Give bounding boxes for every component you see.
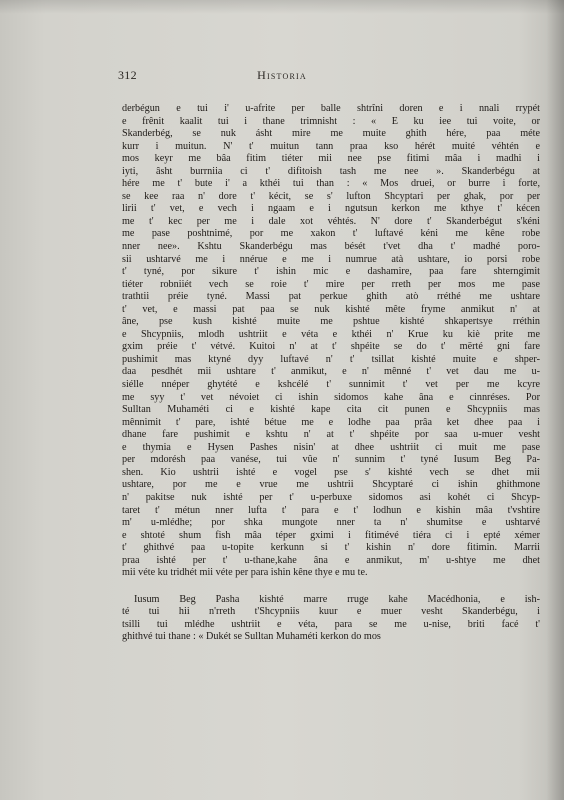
text-line: Iusum Beg Pasha kishté marre rruge kahe Macédhonia, e ish- — [134, 593, 540, 605]
paragraph-gap — [122, 580, 540, 594]
text-line: nner nee». Kshtu Skanderbégu mas bését t'vet dha t' madhé poro- — [122, 241, 540, 253]
paragraph — [122, 103, 540, 580]
text-line: siélle nnéper ghytété e kshcélé t' sunnimit t' vet per me kcyre — [122, 379, 540, 391]
text-line: iyti, âsht burrniia ci t' difitoish tash me nee ». Skanderbégu at — [122, 165, 540, 177]
paragraph — [122, 594, 540, 644]
text-line: té tui hii n'rreth t'Shcypniis kuur e muer vesht Skanderbégu, i — [122, 606, 540, 618]
text-line: ushtare, por me e vrue me ushtrii Shcyptaré ci ishin ghithmone — [122, 479, 540, 491]
text-line: gxim préie t' vétvé. Kuitoi n' at t' shpéite se do t' mërté gni fare — [122, 341, 540, 353]
text-line: derbégun e tui i' u-afrite per balle shtrîni doren e i nnali rrypét — [122, 103, 540, 114]
text-line: trathtii préie tyné. Massi pat perkue ghith atò rréthé me ushtare — [122, 291, 540, 303]
text-line: praa ishté per t' u-thane,kahe âna e anmikut, m' u-shtye me dhet — [122, 554, 540, 566]
body-text — [122, 103, 540, 644]
text-line: dhane fare pushimit e kshtu n' at t' shpéite por saa u-muer vesht — [122, 429, 540, 441]
text-line: mênnimit t' pare, ishté bétue me e lodhe paa prâa ket dhee paa i — [122, 416, 540, 428]
running-title: Historia — [257, 68, 307, 82]
text-line: per mdorésh paa vanése, tui vûe n' sunnim t' tyné Iusum Beg Pa- — [122, 454, 540, 466]
text-line: tiéter robniiét vech se roie t' mire per rreth per mos me pase — [122, 278, 540, 290]
gutter-shadow — [546, 0, 564, 800]
text-line: t' ghithvé paa u-topite kerkunn si t' kishin n' dore fitimin. Marrii — [122, 542, 540, 554]
text-line: mos keyr me bâa fitim tiéter mii nee pse fitimi mâa i madhi i — [122, 153, 540, 165]
text-line: lirii t' vet, e vech i ngaam e i ngutsun kerkon me kthye t' kécen — [122, 203, 540, 215]
text-line: e thymia e Hysen Pashes nisin' at dhee ushtriit ci muit me pase — [122, 441, 540, 453]
text-line: e shtoté shum fish mâa téper gximi i fitimévé tiéra ci i epté xémer — [122, 529, 540, 541]
text-line: daa pesdhét mii ushtare t' anmikut, e n' mênné t' vet dau me u- — [122, 366, 540, 378]
text-line: hére me t' bute i' a kthéi tui than : « Mos druei, or burre i forte, — [122, 178, 540, 190]
text-line: âne, pse kush kishté muite me pshtue kishté shkapertsye rréthin — [122, 316, 540, 328]
text-line: ghithvé tui thane : « Dukét se Sulltan Muhaméti kerkon do mos — [122, 631, 381, 643]
top-shadow — [0, 0, 564, 14]
text-line: e frênit kaalit tui i thane trimnisht : « E ku iee tui voite, or — [122, 115, 540, 127]
text-line: me pase poshtnimé, por me xakon t' luftavé kéni me kêne robe — [122, 228, 540, 240]
text-line: sii ushtarvé me i nnérue e me i numrue atà ushtare, io porsi robe — [122, 253, 540, 265]
text-line: kurr i muitun. N' t' muitun tann praa kso hérét muité véhtén e — [122, 140, 540, 152]
text-line: e Shcypniis, mlodh ushtriit e véta e kthéi n' Krue ku kiè prite me — [122, 328, 540, 340]
text-line: pushimit mas ktyné dyy luftavé n' t' tsillat kishté muite e shper- — [122, 353, 540, 365]
page-number: 312 — [118, 68, 137, 82]
text-line: se kee raa n' dore t' kécit, se s' lufton Shcyptari per ghak, por per — [122, 190, 540, 202]
text-line: m' u-mlédhe; por shka mungote nner ta n' shumitse e ushtarvé — [122, 517, 540, 529]
text-line: Skanderbég, se nuk ásht mire me muite ghith hére, paa méte — [122, 128, 540, 140]
text-line: taret t' métun nner lufta t' para e t' lodhun e kishin mâa t'vshtire — [122, 504, 540, 516]
text-line: mii véte ku tridhét mii véte per para ishin kêne thye e mu te. — [122, 567, 368, 579]
text-line: t' vet, e massi pat paa se nuk kishté mête fryme anmikut n' at — [122, 303, 540, 315]
text-line: n' pakitse nuk ishté per t' u-perbuxe sidomos asi kohét ci Shcyp- — [122, 491, 540, 503]
text-line: tsilli tui mlédhe ushtriit e véta, para se me u-nise, briti facé t' — [122, 618, 540, 630]
text-line: shen. Kio ushtrii ishté e vogel pse s' kishté vech se dhet mii — [122, 466, 540, 478]
text-line: me syy t' vet névoiet ci ishin sidomos kahe âna e cinnréses. Por — [122, 391, 540, 403]
text-line: Sulltan Muhaméti ci e kishté kape cita cit punen e Shcypniis mas — [122, 404, 540, 416]
text-line: me t' kec per me i dale xot véhtés. N' dore t' Skanderbégut s'kéni — [122, 215, 540, 227]
text-line: t' tyné, por sikure t' ishin mic e dashamire, paa fare shterngimit — [122, 266, 540, 278]
